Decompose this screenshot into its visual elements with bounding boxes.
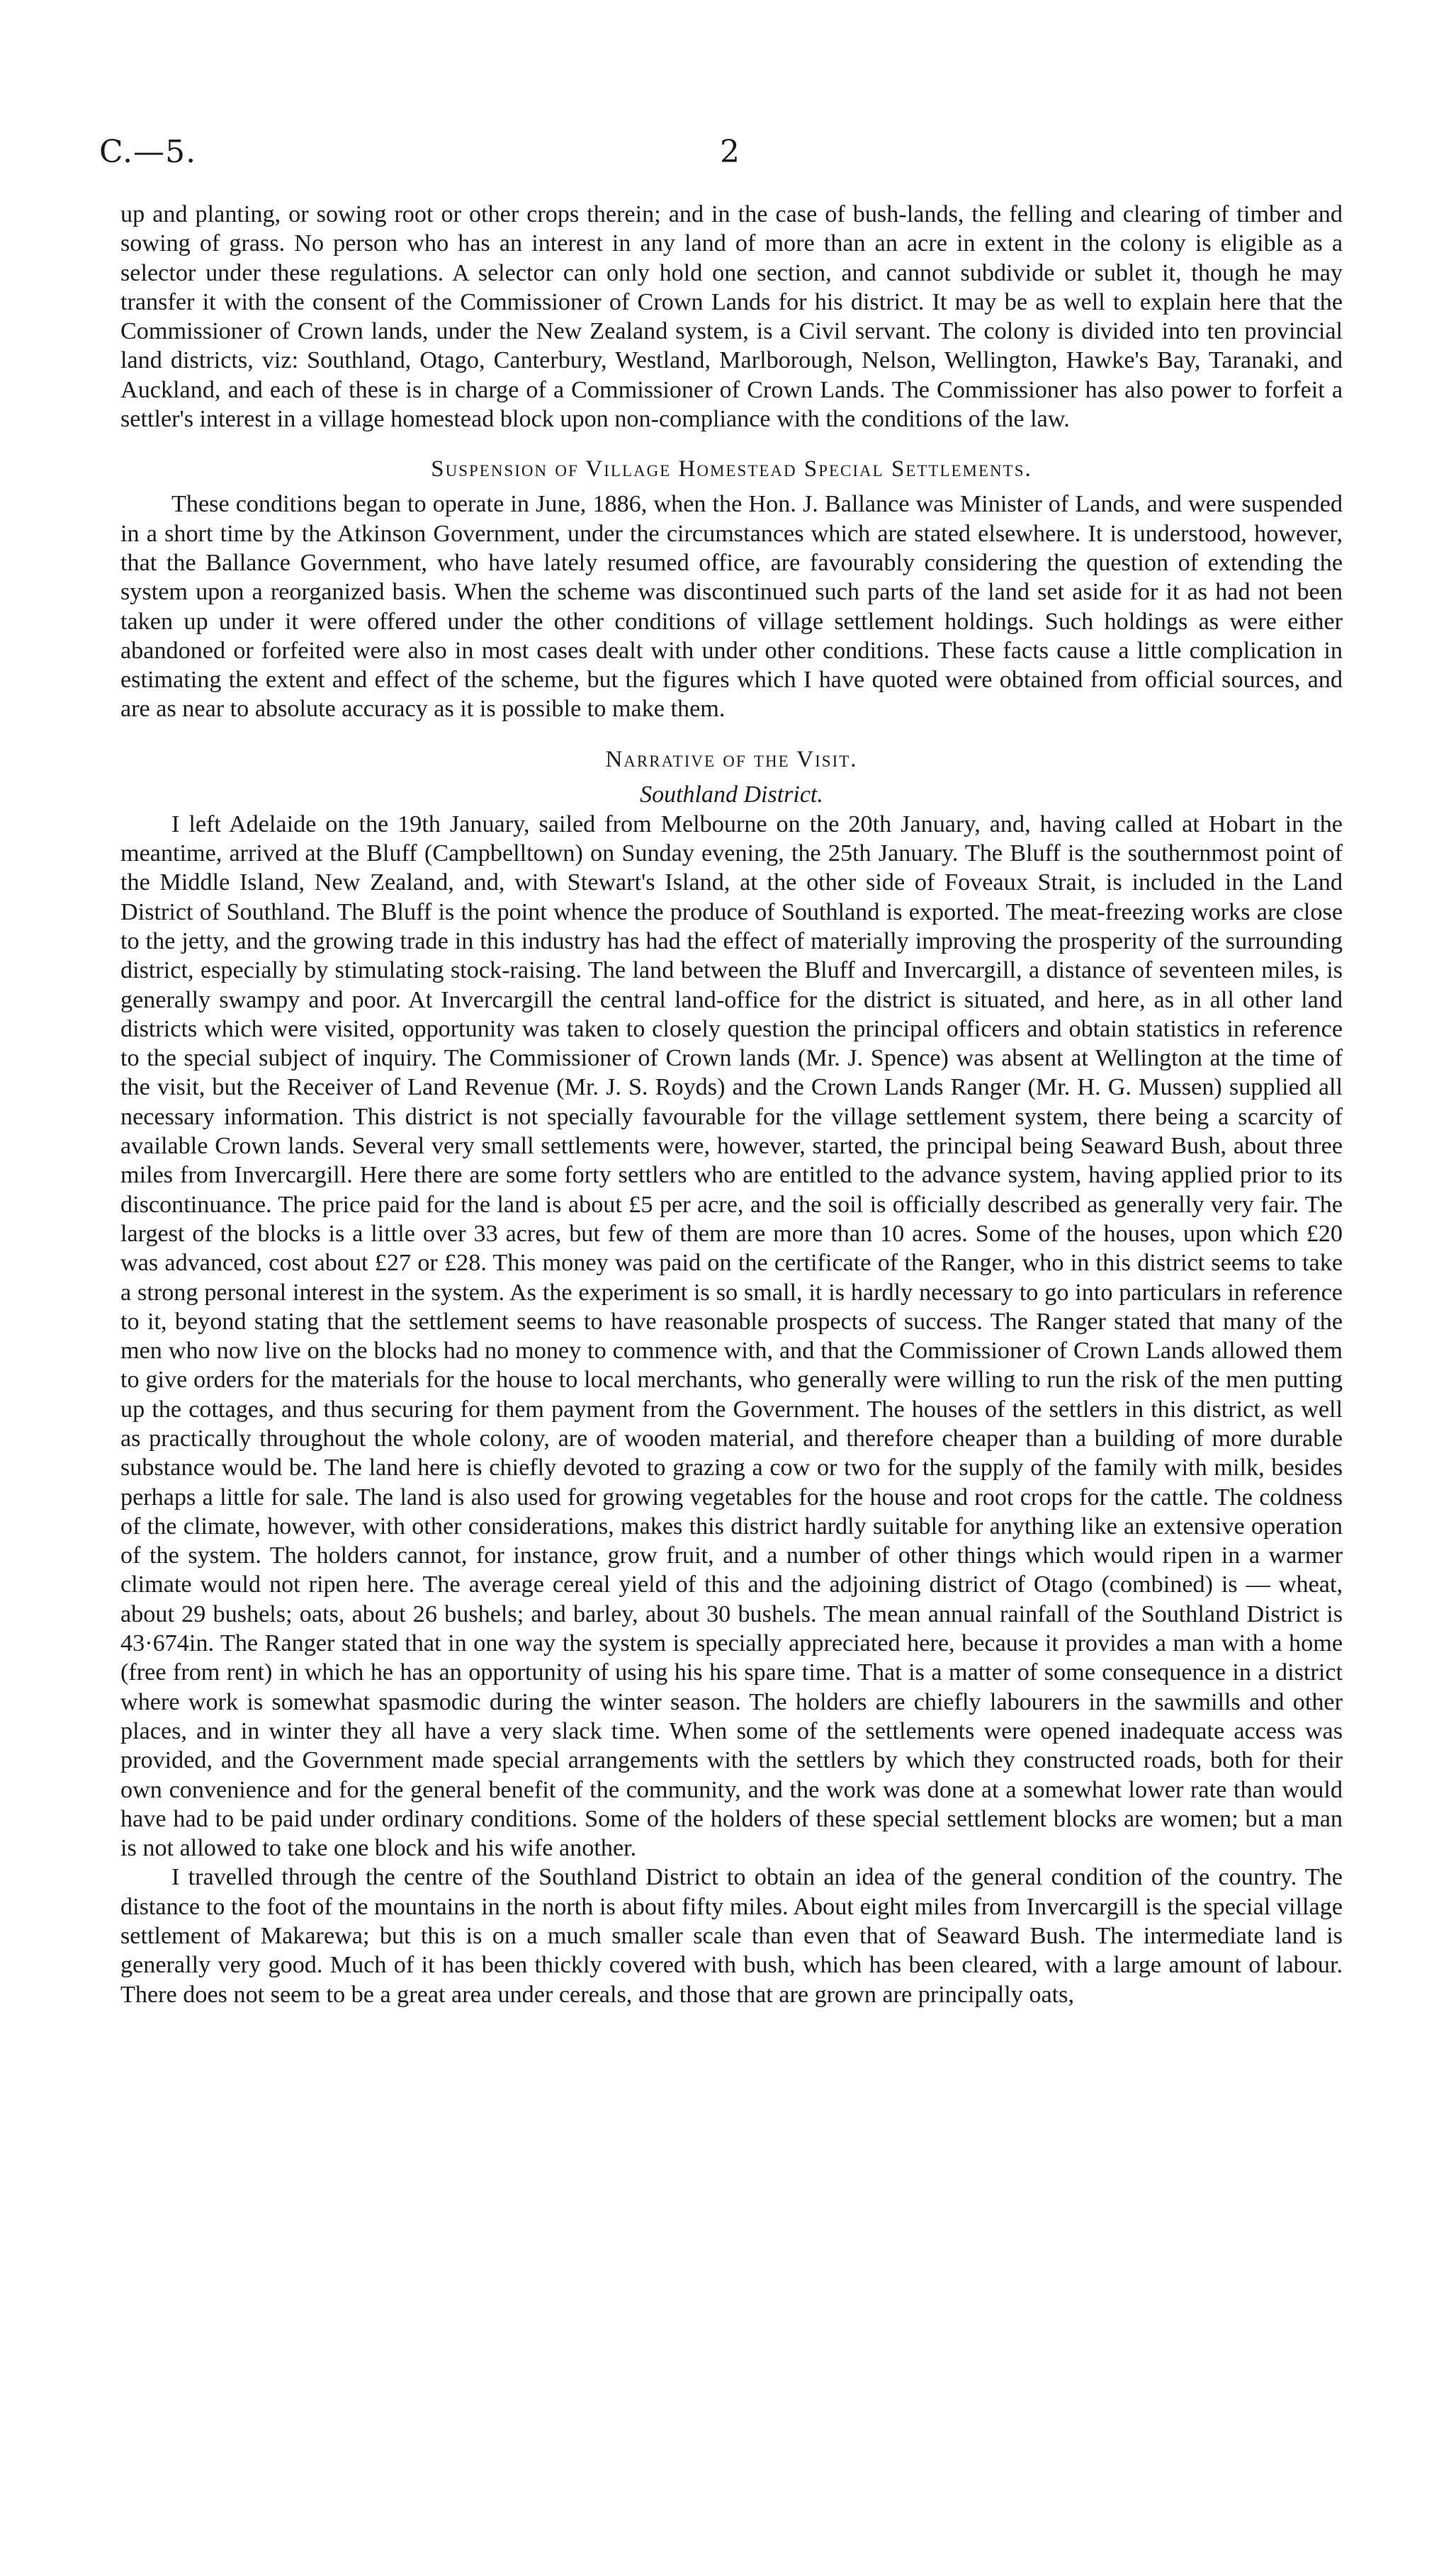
paragraph-suspension: These conditions began to operate in June, 1886, when the Hon. J. Ballance was Minister of Lands, and were suspended in a short time by the Atkinson Government, under the circumstances which are stated elsewhere. It is understood, however, that the Ballance Government, who have lately resumed office, are favourably considering the question of extending the system upon a reorganized basis. When the scheme was discontinued such parts of the land set aside for it as had not been taken up under it were offered under the other conditions of village settlement holdings. Such holdings as were either abandoned or forfeited were also in most cases dealt with under other conditions. These facts cause a little complication in estimating the extent and effect of the scheme, but the figures which I have quoted were obtained from official sources, and are as near to absolute accuracy as it is possible to make them. [120, 491, 1343, 723]
paragraph-southland-travel: I travelled through the centre of the Southland District to obtain an idea of the general condition of the country. The distance to the foot of the mountains in the north is about fifty miles. About eight miles from Invercargill is the special village settlement of Makarewa; but this is on a much smaller scale than even that of Seaward Bush. The intermediate land is generally very good. Much of it has been thickly covered with bush, which has been cleared, with a large amount of labour. There does not seem to be a great area under cereals, and those that are grown are principally oats, [120, 1864, 1343, 2008]
section-heading-suspension: Suspension of Village Homestead Special Settlements. [431, 456, 1032, 482]
document-body [120, 200, 1343, 2009]
page-number: 2 [720, 134, 740, 170]
section-heading-narrative: Narrative of the Visit. [605, 746, 858, 772]
paragraph-southland-visit: I left Adelaide on the 19th January, sailed from Melbourne on the 20th January, and, having called at Hobart in the meantime, arrived at the Bluff (Campbelltown) on Sunday evening, the 25th January. The Bluff is the southernmost point of the Middle Island, New Zealand, and, with Stewart's Island, at the other side of Foveaux Strait, is included in the Land District of Southland. The Bluff is the point whence the produce of Southland is exported. The meat-freezing works are close to the jetty, and the growing trade in this industry has had the effect of materially improving the prosperity of the surrounding district, especially by stimulating stock-raising. The land between the Bluff and Invercargill, a distance of seventeen miles, is generally swampy and poor. At Invercargill the central land-office for the district is situated, and here, as in all other land districts which were visited, opportunity was taken to closely question the principal officers and obtain statistics in reference to the special subject of inquiry. The Commissioner of Crown lands (Mr. J. Spence) was absent at Wellington at the time of the visit, but the Receiver of Land Revenue (Mr. J. S. Royds) and the Crown Lands Ranger (Mr. H. G. Mussen) supplied all necessary information. This district is not specially favourable for the village settlement system, there being a scarcity of available Crown lands. Several very small settlements were, however, started, the principal being Seaward Bush, about three miles from Invercargill. Here there are some forty settlers who are entitled to the advance system, having applied prior to its discontinuance. The price paid for the land is about £5 per acre, and the soil is officially described as generally very fair. The largest of the blocks is a little over 33 acres, but few of them are more than 10 acres. Some of the houses, upon which £20 was advanced, cost about £27 or £28. This money was paid on the certificate of the Ranger, who in this district seems to take a strong personal interest in the system. As the experiment is so small, it is hardly necessary to go into particulars in reference to it, beyond stating that the settlement seems to have reasonable prospects of success. The Ranger stated that many of the men who now live on the blocks had no money to commence with, and that the Commissioner of Crown Lands allowed them to give orders for the materials for the house to local merchants, who generally were willing to run the risk of the men putting up the cottages, and thus securing for them payment from the Government. The houses of the settlers in this district, as well as practically throughout the whole colony, are of wooden material, and therefore cheaper than a building of more durable substance would be. The land here is chiefly devoted to grazing a cow or two for the supply of the family with milk, besides perhaps a little for sale. The land is also used for growing vegetables for the house and root crops for the cattle. The coldness of the climate, however, with other considerations, makes this district hardly suitable for anything like an extensive operation of the system. The holders cannot, for instance, grow fruit, and a number of other things which would ripen in a warmer climate would not ripen here. The average cereal yield of this and the adjoining district of Otago (combined) is — wheat, about 29 bushels; oats, about 26 bushels; and barley, about 30 bushels. The mean annual rainfall of the Southland District is 43·674in. The Ranger stated that in one way the system is specially appreciated here, because it provides a man with a home (free from rent) in which he has an opportunity of using his his spare time. That is a matter of some consequence in a district where work is somewhat spasmodic during the winter season. The holders are chiefly labourers in the sawmills and other places, and in winter they all have a very slack time. When some of the settlements were opened inadequate access was provided, and the Government made special arrangements with the settlers by which they constructed roads, both for their own convenience and for the general benefit of the community, and the work was done at a somewhat lower rate than would have had to be paid under ordinary conditions. Some of the holders of these special settlement blocks are women; but a man is not allowed to take one block and his wife another. [120, 811, 1343, 1862]
document-reference: C.—5. [99, 134, 197, 170]
paragraph-continuation: up and planting, or sowing root or other crops therein; and in the case of bush-lands, the felling and clearing of timber and sowing of grass. No person who has an interest in any land of more than an acre in extent in the colony is eligible as a selector under these regulations. A selector can only hold one section, and cannot subdivide or sublet it, though he may transfer it with the consent of the Commissioner of Crown Lands for his district. It may be as well to explain here that the Commissioner of Crown lands, under the New Zealand system, is a Civil servant. The colony is divided into ten provincial land districts, viz: Southland, Otago, Canterbury, Westland, Marlborough, Nelson, Wellington, Hawke's Bay, Taranaki, and Auckland, and each of these is in charge of a Commissioner of Crown Lands. The Commissioner has also power to forfeit a settler's interest in a village homestead block upon non-compliance with the conditions of the law. [120, 201, 1343, 433]
subsection-heading-southland: Southland District. [640, 781, 823, 808]
page-header [99, 128, 1346, 177]
